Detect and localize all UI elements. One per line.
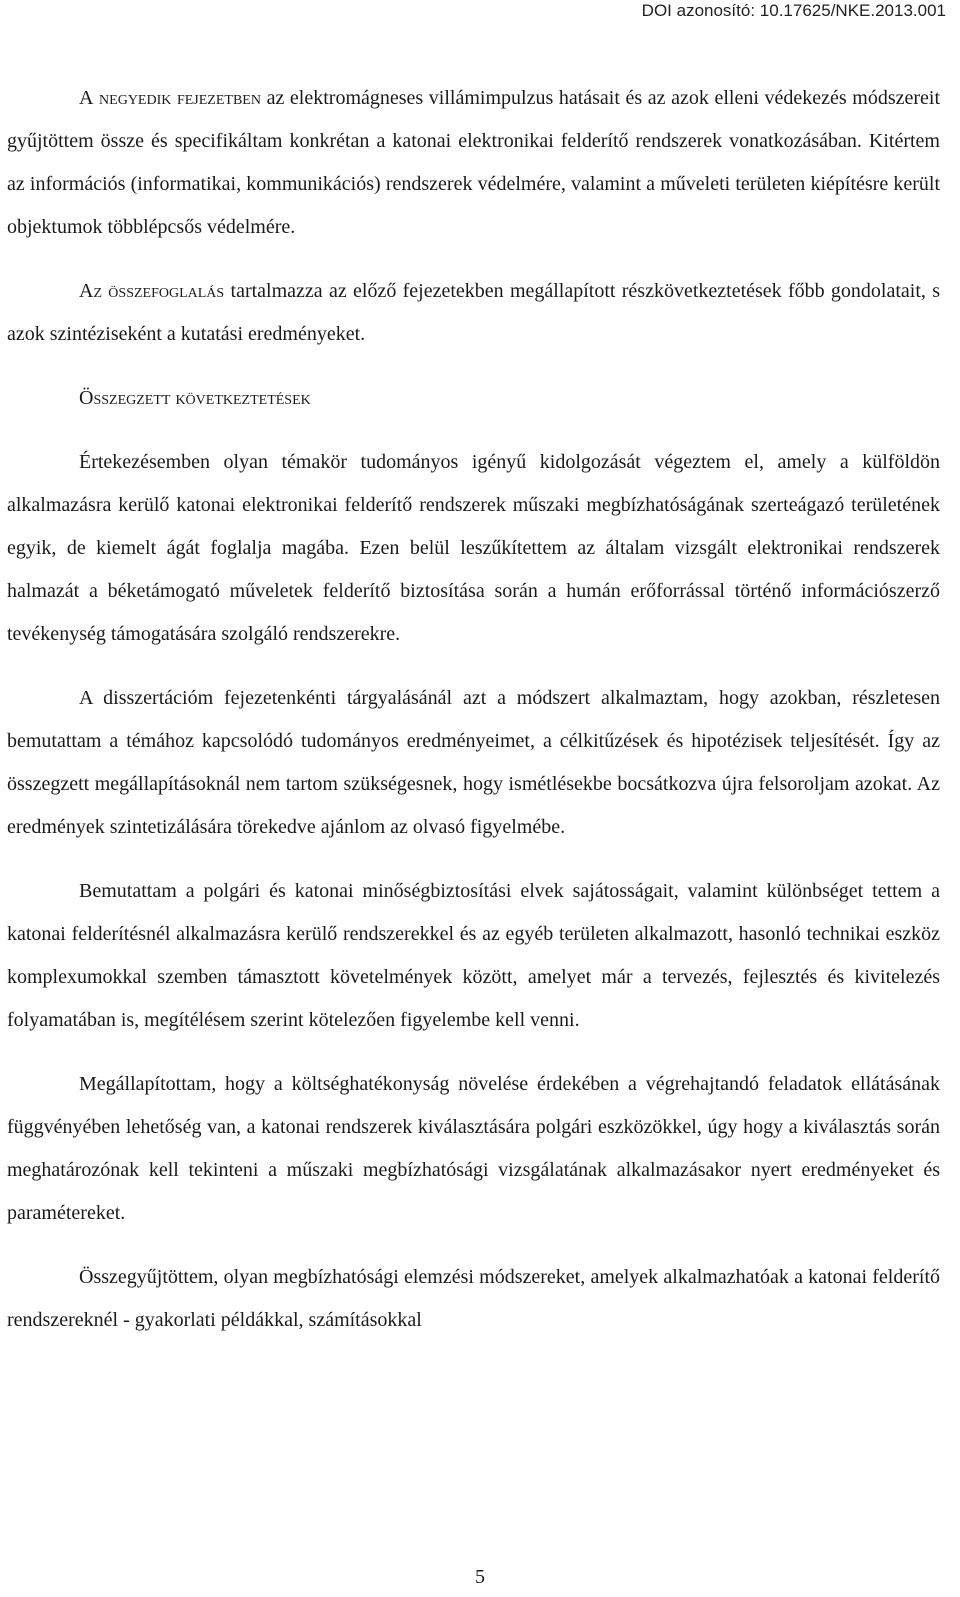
paragraph-text: az elektromágneses villámimpulzus hatásait és az azok elleni védekezés módszereit gyűjtöttem össze és specifikáltam konkrétan a katonai elektronikai felderítő rendszerek vonatkozásában. Kitértem az információs (informatikai, kommunikációs) rendszerek védelmére, valamint a műveleti területen kiépítésre került objektumok többlépcsős védelmére. bbox=[7, 87, 941, 238]
body-paragraph: Megállapítottam, hogy a költséghatékonyság növelése érdekében a végrehajtandó feladatok ellátásának függvényében lehetőség van, a katonai rendszerek kiválasztására polgári eszközökkel, úgy hogy a kiválasztás során meghatározónak kell tekinteni a műszaki megbízhatósági vizsgálatának alkalmazásakor nyert eredményeket és paramétereket. bbox=[7, 1073, 940, 1224]
body-paragraph: A disszertációm fejezetenkénti tárgyalásánál azt a módszert alkalmaztam, hogy azokban, részletesen bemutattam a témához kapcsolódó tudományos eredményeimet, a célkitűzések és hipotézisek teljesítését. Így az összegzett megállapításoknál nem tartom szükségesnek, hogy ismétlésekbe bocsátkozva újra felsoroljam azokat. Az eredmények szintetizálására törekedve ajánlom az olvasó figyelmébe. bbox=[7, 687, 940, 838]
body-paragraph: Értekezésemben olyan témakör tudományos igényű kidolgozását végeztem el, amely a külföldön alkalmazásra kerülő katonai elektronikai felderítő rendszerek műszaki megbízhatóságának szerteágazó területének egyik, de kiemelt ágát foglalja magába. Ezen belül leszűkítettem az általam vizsgált elektronikai rendszerek halmazát a béketámogató műveletek felderítő biztosítása során a humán erőforrással történő információszerző tevékenység támogatására szolgáló rendszerekre. bbox=[7, 451, 940, 645]
small-caps-lead: A bbox=[79, 87, 94, 109]
heading-lead: Ö bbox=[79, 387, 94, 409]
paragraph-text: tartalmazza az előző fejezetekben megállapított részkövetkeztetések főbb gondolatait, s azok szintéziseként a kutatási eredményeket. bbox=[7, 280, 940, 345]
body-paragraph: Bemutattam a polgári és katonai minőségbiztosítási elvek sajátosságait, valamint különbséget tettem a katonai felderítésnél alkalmazásra kerülő rendszerekkel és az egyéb területen alkalmazott, hasonló technikai eszköz komplexumokkal szemben támasztott követelmények között, amelyet már a tervezés, fejlesztés és kivitelezés folyamatában is, megítélésem szerint kötelezően figyelembe kell venni. bbox=[7, 880, 940, 1031]
section-heading bbox=[7, 377, 940, 420]
paragraph-chapter-four bbox=[7, 77, 940, 249]
heading-rest: sszegzett következtetések bbox=[93, 387, 311, 409]
document-body bbox=[7, 77, 940, 1342]
page-number: 5 bbox=[475, 1566, 485, 1588]
paragraph-summary bbox=[7, 270, 940, 356]
body-paragraph: Összegyűjtöttem, olyan megbízhatósági elemzési módszereket, amelyek alkalmazhatóak a katonai felderítő rendszereknél - gyakorlati példákkal, számításokkal bbox=[7, 1266, 940, 1331]
small-caps-rest: z összefoglalás bbox=[93, 280, 225, 302]
small-caps-lead: A bbox=[79, 280, 94, 302]
small-caps-rest: negyedik fejezetben bbox=[93, 87, 261, 109]
doi-header: DOI azonosító: 10.17625/NKE.2013.001 bbox=[641, 1, 946, 20]
